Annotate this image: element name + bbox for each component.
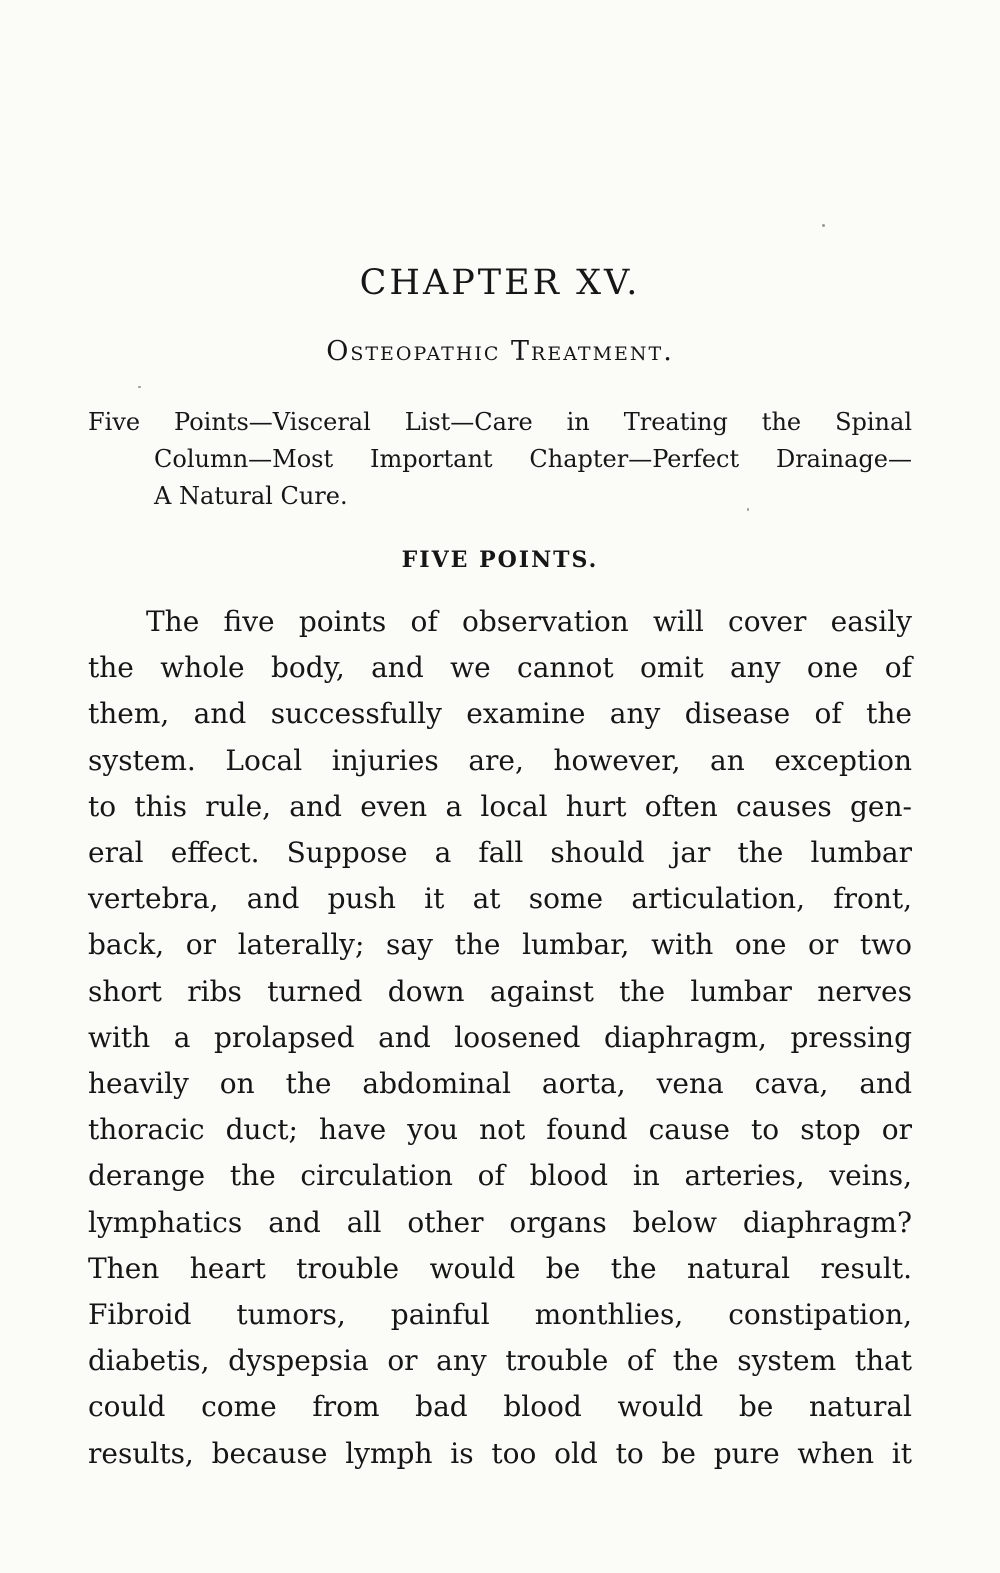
- scan-speck: [138, 386, 141, 388]
- body-line: back, or laterally; say the lumbar, with one or two: [88, 928, 912, 962]
- section-heading: FIVE POINTS.: [401, 547, 599, 573]
- summary-line: A Natural Cure.: [154, 482, 348, 510]
- body-line: heavily on the abdominal aorta, vena cava, and: [88, 1067, 912, 1101]
- body-line: eral effect. Suppose a fall should jar the lumbar: [88, 836, 912, 870]
- body-line: system. Local injuries are, however, an exception: [88, 743, 912, 777]
- body-line: lymphatics and all other organs below diaphragm?: [88, 1205, 912, 1239]
- section-subtitle: Osteopathic Treatment.: [326, 336, 674, 367]
- body-line: Then heart trouble would be the natural result.: [88, 1251, 912, 1285]
- body-line: could come from bad blood would be natural: [88, 1390, 912, 1424]
- body-line: the whole body, and we cannot omit any one of: [88, 651, 912, 685]
- body-line: Fibroid tumors, painful monthlies, constipation,: [88, 1298, 912, 1332]
- body-line: The five points of observation will cover easily: [146, 605, 912, 638]
- chapter-summary: [88, 404, 912, 515]
- body-line: them, and successfully examine any disease of the: [88, 697, 912, 731]
- body-paragraph: [88, 599, 912, 1477]
- summary-line: Column—Most Important Chapter—Perfect Drainage—: [154, 445, 912, 473]
- chapter-title: CHAPTER XV.: [359, 263, 641, 303]
- body-line: to this rule, and even a local hurt often causes gen-: [88, 789, 912, 823]
- body-line: diabetis, dyspepsia or any trouble of the system that: [88, 1344, 912, 1378]
- body-line: derange the circulation of blood in arteries, veins,: [88, 1159, 912, 1193]
- body-line: with a prolapsed and loosened diaphragm, pressing: [88, 1020, 912, 1054]
- scan-speck: [822, 224, 825, 227]
- body-line: results, because lymph is too old to be pure when it: [88, 1436, 912, 1470]
- body-line: thoracic duct; have you not found cause to stop or: [88, 1113, 912, 1147]
- scan-speck: [747, 508, 749, 511]
- summary-line: Five Points—Visceral List—Care in Treating the Spinal: [88, 408, 912, 436]
- body-line: short ribs turned down against the lumbar nerves: [88, 974, 912, 1008]
- body-line: vertebra, and push it at some articulation, front,: [88, 882, 912, 916]
